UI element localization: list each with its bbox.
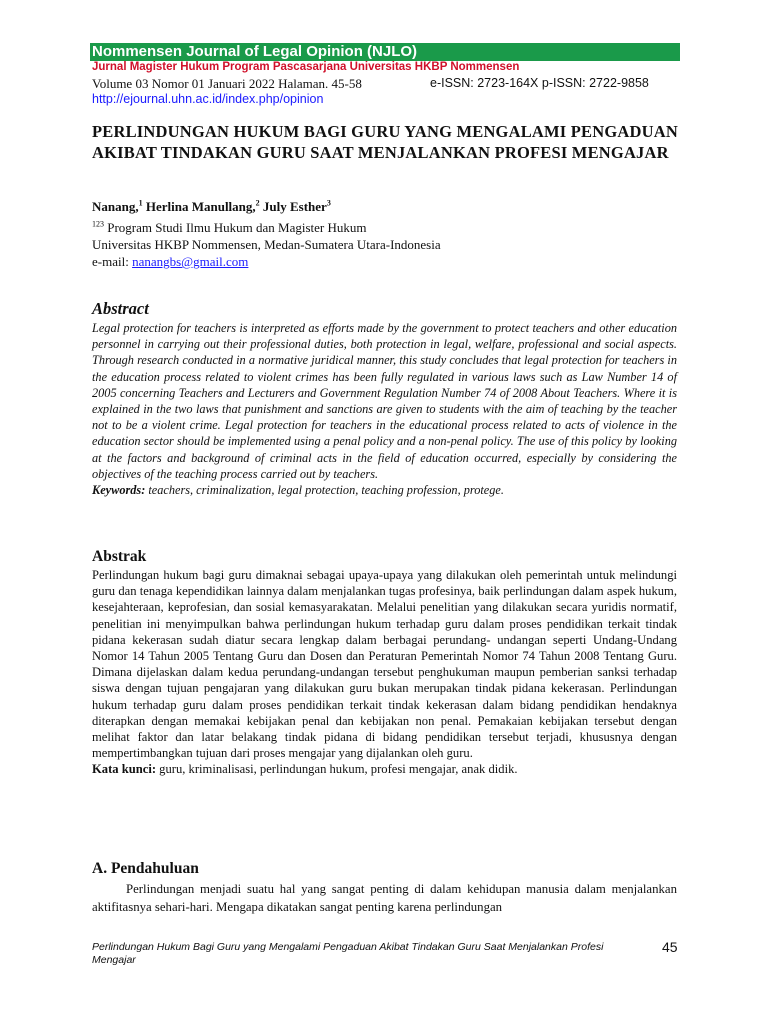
author-list: [92, 199, 331, 215]
abstract-heading: Abstract: [92, 299, 149, 318]
author-affil-mark: 1: [138, 198, 143, 208]
author-name: Nanang,: [92, 199, 139, 214]
journal-url-link[interactable]: http://ejournal.uhn.ac.id/index.php/opinion: [92, 92, 324, 106]
intro-heading: A. Pendahuluan: [92, 860, 199, 877]
keywords-label: Keywords:: [92, 483, 146, 498]
affiliation-university: Universitas HKBP Nommensen, Medan-Sumatera Utara-Indonesia: [92, 237, 441, 252]
page-number: 45: [662, 939, 678, 955]
journal-subtitle: Jurnal Magister Hukum Program Pascasarjana Universitas HKBP Nommensen: [92, 61, 520, 73]
affiliation-mark: 123: [92, 219, 104, 229]
keywords-text: teachers, criminalization, legal protection, teaching profession, protege.: [145, 483, 504, 498]
author-affil-mark: 2: [255, 198, 260, 208]
kata-kunci-label: Kata kunci:: [92, 762, 157, 777]
author-name: July Esther: [262, 199, 327, 214]
author-name: Herlina Manullang,: [145, 199, 256, 214]
kata-kunci-text: guru, kriminalisasi, perlindungan hukum, profesi mengajar, anak didik.: [156, 762, 518, 777]
article-title: PERLINDUNGAN HUKUM BAGI GURU YANG MENGALAMI PENGADUAN AKIBAT TINDAKAN GURU SAAT MENJALANKAN PROFESI MENGAJAR: [92, 122, 678, 162]
abstrak-heading: Abstrak: [92, 548, 147, 565]
abstrak-text: Perlindungan hukum bagi guru dimaknai sebagai upaya-upaya yang dilakukan oleh pemerintah untuk melindungi guru dan tenaga kependidikan lainnya dalam menjalankan tugas profesinya, baik perlindungan dalam aspek hukum, kesejahteraan, keprofesian, dan sosial kemasyarakatan. Melalui penelitian yang dilakukan secara yuridis normatif, penelitian ini menyimpulkan bahwa perlindungan hukum terhadap guru dalam proses pendidikan terkait tindak pidana kekerasan sudah diatur secara lengkap dalam berbagai perundang- undangan seperti Undang-Undang Nomor 14 Tahun 2005 Tentang Guru dan Dosen dan Peraturan Pemerintah Nomor 74 Tahun 2008 Tentang Guru. Dimana dijelaskan dalam kedua perundang-undangan tersebut penghukuman maupun pemberian sanksi terhadap siswa dengan tujuan pengajaran yang dilakukan guru bukan merupakan tindak pidana kekerasan. Perlindungan hukum terhadap guru dalam proses pendidikan terkait tindak kekerasan dalam bidang pendidikan hendaknya diterapkan dengan memakai kebijakan penal dan kebijakan non penal. Pemakaian kebijakan tersebut dengan melihat faktor dan latar belakang tindak pidana di bidang pendidikan tersebut terjadi, khususnya dengan mempertimbangkan tujuan dari proses mengajar yang dijalankan oleh guru.: [92, 568, 677, 761]
email-label: e-mail:: [92, 254, 133, 269]
kata-kunci-line: [92, 761, 677, 777]
keywords-line: [92, 482, 677, 498]
journal-name-banner: Nommensen Journal of Legal Opinion (NJLO): [90, 43, 680, 61]
email-link[interactable]: nanangbs@gmail.com: [132, 254, 249, 269]
affiliation-program: Program Studi Ilmu Hukum dan Magister Hukum: [107, 220, 367, 235]
author-affil-mark: 3: [326, 198, 331, 208]
issn-info: e-ISSN: 2723-164X p-ISSN: 2722-9858: [430, 76, 649, 90]
running-title-footer: Perlindungan Hukum Bagi Guru yang Mengalami Pengaduan Akibat Tindakan Guru Saat Menjalankan Profesi Mengajar: [92, 941, 604, 966]
abstract-text: Legal protection for teachers is interpreted as efforts made by the government to protect teachers and other education personnel in carrying out their professional duties, both protection in legal, welfare, professional and social aspects. Through research conducted in a normative juridical manner, this study concludes that legal protection for teachers in the education process related to violent crimes has been fully regulated in various laws such as Law Number 14 of 2005 concerning Teachers and Lecturers and Government Regulation Number 74 of 2008 About Teachers. Where it is explained in the two laws that punishment and sanctions are given to students with the aim of teaching by the teacher not to be a violent crime. Legal protection for teachers in the educational process related to acts of violence in the education sector should be implemented using a penal policy and a non-penal policy. The use of this policy by looking at the factors and background of criminal acts in the field of education occurred, especially by considering the objectives of the teaching process carried out by teachers.: [92, 321, 677, 481]
affiliation-block: [92, 219, 692, 270]
abstrak-section: [92, 567, 677, 778]
abstract-section: [92, 320, 677, 498]
intro-paragraph: Perlindungan menjadi suatu hal yang sangat penting di dalam kehidupan manusia dalam menjalankan aktifitasnya sehari-hari. Mengapa dikatakan sangat penting karena perlindungan: [92, 882, 677, 914]
volume-info: Volume 03 Nomor 01 Januari 2022 Halaman. 45-58: [92, 76, 362, 91]
